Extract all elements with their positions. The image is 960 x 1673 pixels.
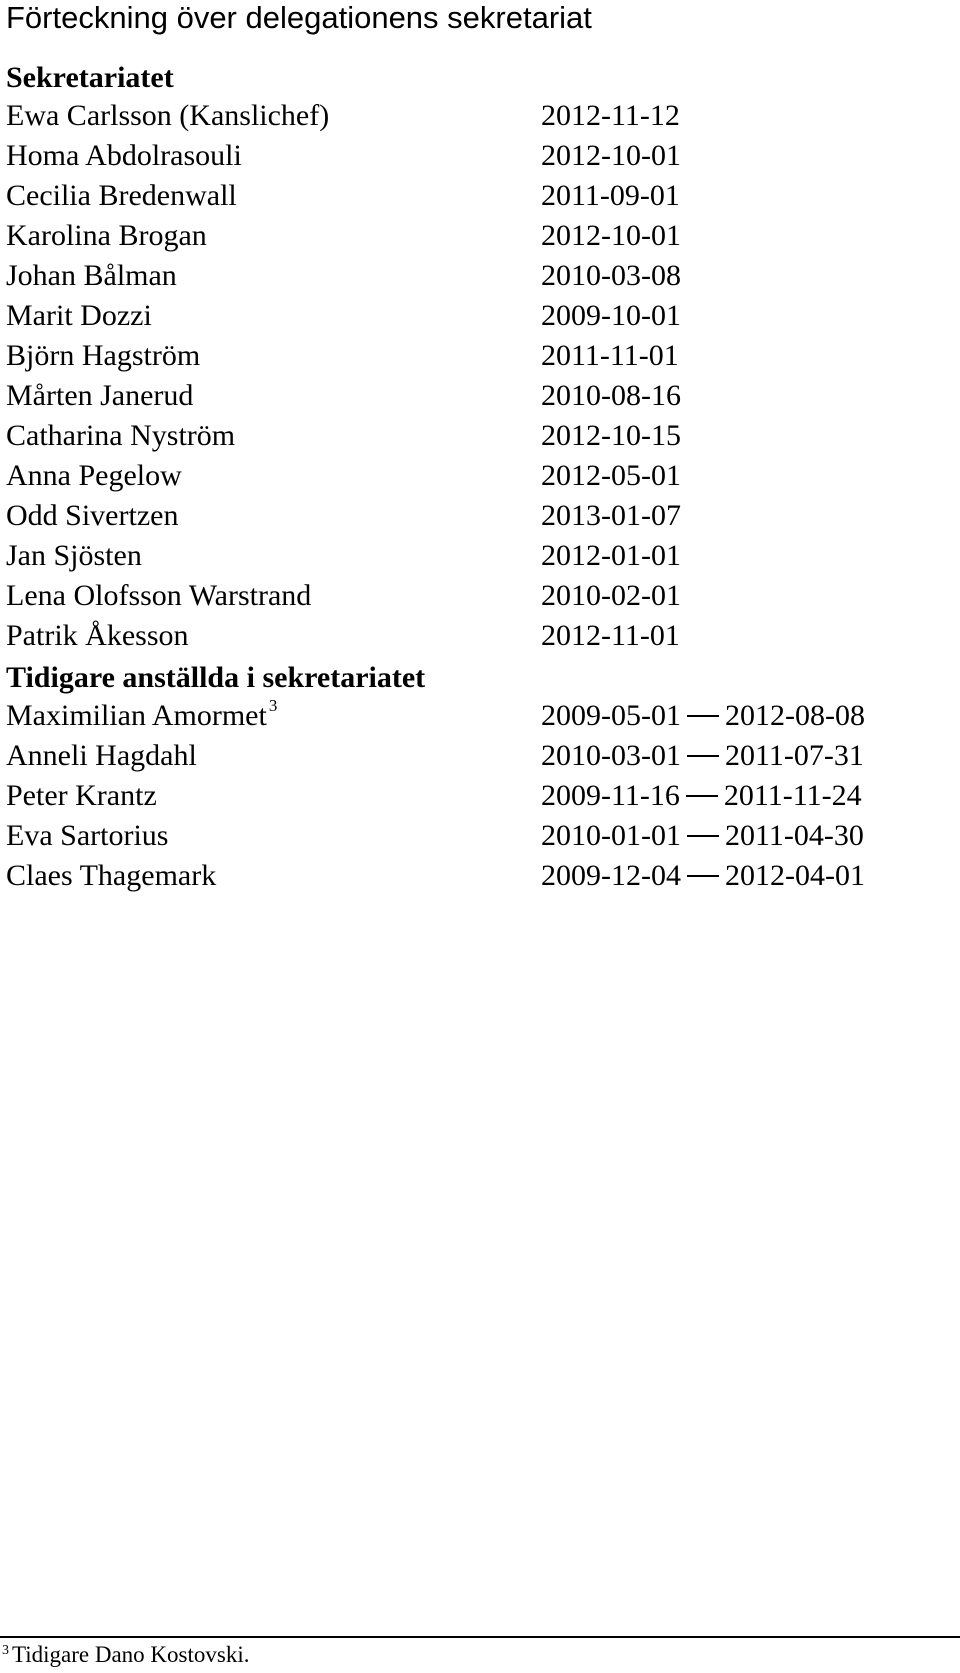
to-date: 2012-08-08 bbox=[724, 699, 865, 732]
staff-name: Karolina Brogan bbox=[6, 219, 207, 252]
start-date: 2012-01-01 bbox=[541, 539, 681, 572]
to-date: 2011-04-30 bbox=[724, 819, 864, 852]
staff-name: Lena Olofsson Warstrand bbox=[6, 579, 312, 612]
from-date: 2009-11-16 bbox=[541, 779, 680, 812]
start-date: 2011-11-01 bbox=[541, 339, 679, 372]
staff-name: Cecilia Bredenwall bbox=[6, 179, 237, 212]
to-date: 2012-04-01 bbox=[724, 859, 865, 892]
footnote-reference: 3 bbox=[268, 696, 278, 715]
employment-period bbox=[541, 858, 865, 894]
staff-name: Odd Sivertzen bbox=[6, 499, 179, 532]
from-date: 2010-01-01 bbox=[541, 819, 681, 852]
staff-name: Patrik Åkesson bbox=[6, 619, 189, 652]
staff-name bbox=[6, 738, 199, 774]
staff-name-text: Maximilian Amormet bbox=[6, 699, 267, 732]
staff-name: Jan Sjösten bbox=[6, 539, 142, 572]
staff-name: Catharina Nyström bbox=[6, 419, 236, 452]
to-date: 2011-11-24 bbox=[723, 779, 862, 812]
staff-name: Homa Abdolrasouli bbox=[6, 139, 242, 172]
staff-name: Björn Hagström bbox=[6, 339, 201, 372]
staff-name bbox=[6, 698, 277, 734]
staff-name: Anna Pegelow bbox=[6, 459, 182, 492]
staff-name bbox=[6, 778, 159, 814]
start-date: 2012-11-01 bbox=[541, 619, 680, 652]
footnote bbox=[2, 1641, 249, 1669]
period-dash bbox=[687, 875, 719, 877]
start-date: 2013-01-07 bbox=[541, 499, 681, 532]
start-date: 2012-05-01 bbox=[541, 459, 681, 492]
employment-period bbox=[541, 738, 864, 774]
start-date: 2010-03-08 bbox=[541, 259, 681, 292]
staff-name bbox=[6, 818, 170, 854]
footnote-marker: 3 bbox=[2, 1643, 9, 1658]
staff-name: Ewa Carlsson (Kanslichef) bbox=[6, 99, 330, 132]
section-heading-former: Tidigare anställda i sekretariatet bbox=[6, 661, 426, 694]
from-date: 2010-03-01 bbox=[541, 739, 681, 772]
staff-name-text: Claes Thagemark bbox=[6, 859, 217, 892]
footnote-divider bbox=[0, 1636, 960, 1638]
start-date: 2012-11-12 bbox=[541, 99, 680, 132]
start-date: 2012-10-15 bbox=[541, 419, 681, 452]
from-date: 2009-05-01 bbox=[541, 699, 681, 732]
period-dash bbox=[687, 715, 719, 717]
staff-name: Mårten Janerud bbox=[6, 379, 194, 412]
page-title: Förteckning över delegationens sekretariat bbox=[6, 0, 592, 35]
staff-name: Marit Dozzi bbox=[6, 299, 152, 332]
period-dash bbox=[687, 755, 719, 757]
period-dash bbox=[687, 835, 719, 837]
staff-name-text: Anneli Hagdahl bbox=[6, 739, 197, 772]
start-date: 2009-10-01 bbox=[541, 299, 681, 332]
employment-period bbox=[541, 698, 865, 734]
employment-period bbox=[541, 778, 862, 814]
staff-name: Johan Bålman bbox=[6, 259, 177, 292]
start-date: 2012-10-01 bbox=[541, 219, 681, 252]
staff-name-text: Eva Sartorius bbox=[6, 819, 169, 852]
employment-period bbox=[541, 818, 864, 854]
staff-name bbox=[6, 858, 218, 894]
footnote-text: Tidigare Dano Kostovski. bbox=[12, 1642, 250, 1667]
staff-name-text: Peter Krantz bbox=[6, 779, 157, 812]
period-dash bbox=[686, 795, 718, 797]
start-date: 2010-08-16 bbox=[541, 379, 681, 412]
start-date: 2010-02-01 bbox=[541, 579, 681, 612]
start-date: 2012-10-01 bbox=[541, 139, 681, 172]
section-heading-current: Sekretariatet bbox=[6, 61, 174, 94]
from-date: 2009-12-04 bbox=[541, 859, 681, 892]
to-date: 2011-07-31 bbox=[724, 739, 864, 772]
start-date: 2011-09-01 bbox=[541, 179, 680, 212]
